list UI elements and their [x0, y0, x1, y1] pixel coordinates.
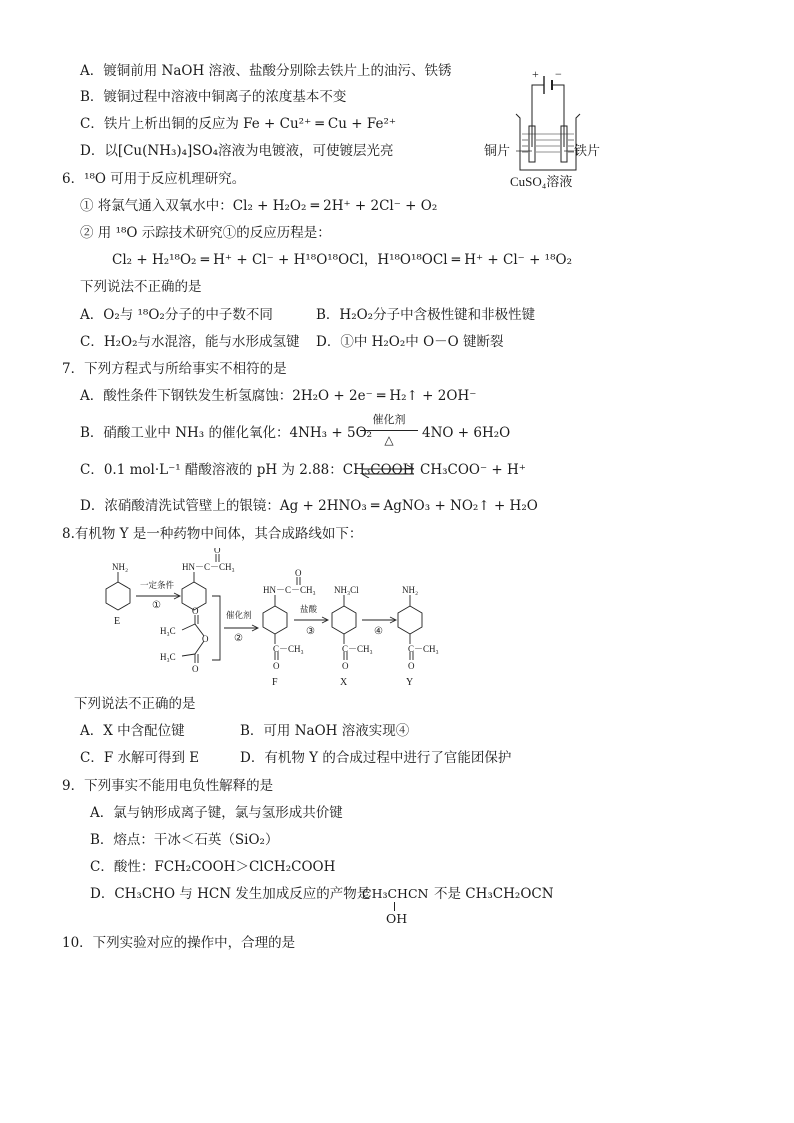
- acetanilide-o-label: O: [214, 548, 221, 555]
- label-e: E: [114, 616, 121, 627]
- f-c-ch3-label: C－CH₃: [273, 644, 304, 654]
- solution-label: CuSO₄溶液: [510, 174, 573, 189]
- q7-arrow-bottom-label: △: [384, 433, 394, 447]
- f-ketone-o: O: [273, 661, 280, 671]
- q9-option-d-left: D．CH₃CHO 与 HCN 发生加成反应的产物是: [90, 886, 371, 902]
- f-o-label: O: [295, 568, 302, 578]
- q7-option-b-left: B．硝酸工业中 NH₃ 的催化氧化：4NH₃ + 5O₂: [80, 425, 373, 441]
- electroplating-figure: [480, 60, 610, 192]
- x-nh3cl-label: NH₃Cl: [334, 585, 359, 595]
- q7-option-c-right: CH₃COO⁻ + H⁺: [420, 462, 526, 478]
- y-ketone-o: O: [408, 661, 415, 671]
- q8-option-a: A．X 中含配位键: [80, 723, 185, 739]
- anhydride-o-top: O: [192, 606, 199, 616]
- q10-stem: 10．下列实验对应的操作中，合理的是: [62, 935, 296, 951]
- step1-number: ①: [152, 600, 161, 611]
- q8-option-d: D．有机物 Y 的合成过程中进行了官能团保护: [240, 750, 512, 766]
- acetanilide-amide-label: HN－C－CH₃: [182, 562, 235, 572]
- q8-stem: 8.有机物 Y 是一种药物中间体，其合成路线如下：: [62, 526, 363, 542]
- q8-option-c: C．F 水解可得到 E: [80, 750, 200, 766]
- q5-option-d: D．以[Cu(NH₃)₄]SO₄溶液为电镀液，可使镀层光亮: [80, 143, 394, 159]
- q9-product-structure: CH₃CHCN: [362, 886, 429, 901]
- q7-option-b-right: 4NO + 6H₂O: [422, 425, 511, 441]
- q5-option-a: A．镀铜前用 NaOH 溶液、盐酸分别除去铁片上的油污、铁锈: [80, 63, 452, 79]
- step1-condition: 一定条件: [140, 580, 175, 590]
- q6-option-b: B．H₂O₂分子中含极性键和非极性键: [316, 307, 536, 323]
- battery-minus-label: −: [555, 67, 562, 81]
- step3-number: ③: [306, 626, 315, 637]
- y-nh2-label: NH₂: [402, 585, 419, 595]
- step3-condition: 盐酸: [300, 604, 318, 614]
- q7-arrow-condition: [360, 414, 418, 450]
- q7-arrow-top-label: 催化剂: [372, 413, 406, 426]
- q6-ask: 下列说法不正确的是: [80, 279, 202, 295]
- label-y: Y: [406, 677, 414, 688]
- q7-stem: 7．下列方程式与所给事实不相符的是: [62, 361, 287, 377]
- q9-oh-bond: [394, 902, 395, 911]
- q5-option-c: C．铁片上析出铜的反应为 Fe + Cu²⁺ ═ Cu + Fe²⁺: [80, 116, 396, 132]
- e-nh2-label: NH₂: [112, 562, 129, 572]
- q8-ask: 下列说法不正确的是: [74, 696, 196, 712]
- q9-option-a: A．氯与钠形成离子键，氯与氢形成共价键: [90, 805, 343, 821]
- q7-option-d: D．浓硝酸清洗试管壁上的银镜：Ag + 2HNO₃ ═ AgNO₃ + NO₂↑ + H₂O: [80, 498, 538, 514]
- q6-option-d: D．①中 H₂O₂中 O－O 键断裂: [316, 334, 504, 350]
- iron-electrode-label: 铁片: [574, 143, 601, 158]
- y-c-ch3-label: C－CH₃: [408, 644, 439, 654]
- q9-option-b: B．熔点：干冰＜石英（SiO₂）: [90, 832, 279, 848]
- q8-option-b: B．可用 NaOH 溶液实现④: [240, 723, 410, 739]
- x-ketone-o: O: [342, 661, 349, 671]
- step4-number: ④: [374, 626, 383, 637]
- copper-electrode-label: 铜片: [484, 143, 511, 158]
- q9-option-d-right: 不是 CH₃CH₂OCN: [434, 886, 554, 902]
- q7-option-a: A．酸性条件下钢铁发生析氢腐蚀：2H₂O + 2e⁻ ═ H₂↑ + 2OH⁻: [80, 388, 477, 404]
- anhydride-h3c-bottom: H₃C: [160, 652, 176, 662]
- q7-option-c-left: C．0.1 mol·L⁻¹ 醋酸溶液的 pH 为 2.88：CH₃COOH: [80, 462, 415, 478]
- q6-statement-2: ② 用 ¹⁸O 示踪技术研究①的反应历程是：: [80, 225, 331, 241]
- anhydride-o-bridge: O: [202, 634, 209, 644]
- label-f: F: [272, 677, 278, 688]
- q6-option-a: A．O₂与 ¹⁸O₂分子的中子数不同: [80, 307, 273, 323]
- label-x: X: [340, 677, 348, 688]
- q9-stem: 9．下列事实不能用电负性解释的是: [62, 778, 274, 794]
- step2-condition: 催化剂: [226, 610, 252, 620]
- equilibrium-arrow-icon: [360, 464, 416, 478]
- x-c-ch3-label: C－CH₃: [342, 644, 373, 654]
- synthesis-scheme: [100, 548, 460, 688]
- q6-mechanism: Cl₂ + H₂¹⁸O₂ ═ H⁺ + Cl⁻ + H¹⁸O¹⁸OCl，H¹⁸O¹⁸OCl ═ H⁺ + Cl⁻ + ¹⁸O₂: [112, 252, 572, 268]
- anhydride-o-bottom: O: [192, 664, 199, 674]
- f-amide-label: HN－C－CH₃: [263, 585, 316, 595]
- q9-option-c: C．酸性：FCH₂COOH＞ClCH₂COOH: [90, 859, 336, 875]
- step2-number: ②: [234, 633, 243, 644]
- q6-option-c: C．H₂O₂与水混溶，能与水形成氢键: [80, 334, 300, 350]
- q5-option-b: B．镀铜过程中溶液中铜离子的浓度基本不变: [80, 89, 347, 105]
- q6-statement-1: ① 将氯气通入双氧水中：Cl₂ + H₂O₂ ═ 2H⁺ + 2Cl⁻ + O₂: [80, 198, 438, 214]
- battery-plus-label: +: [532, 67, 539, 81]
- anhydride-h3c-top: H₃C: [160, 626, 176, 636]
- q9-product-oh: OH: [386, 911, 408, 926]
- q6-stem: 6．¹⁸O 可用于反应机理研究。: [62, 171, 246, 187]
